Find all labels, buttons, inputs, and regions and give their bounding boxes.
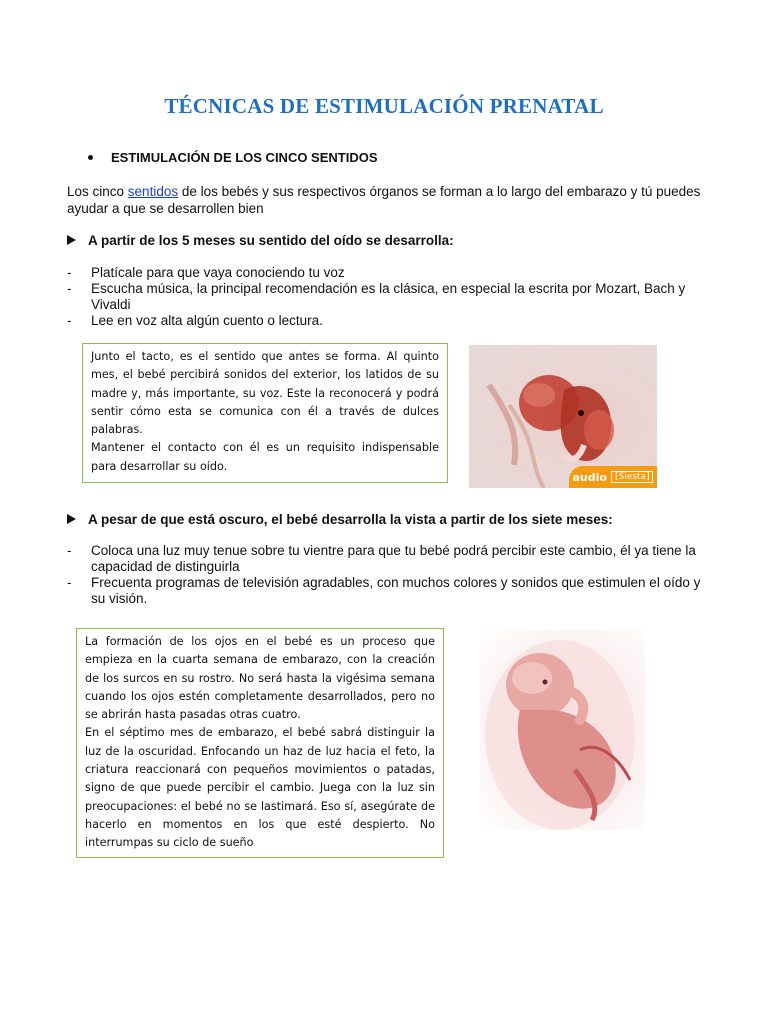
dash-marker: - (67, 313, 72, 328)
fetus-image (480, 630, 645, 830)
oido-info-box (82, 343, 448, 483)
audio-tag-label: audio (572, 470, 607, 484)
intro-paragraph (67, 183, 707, 217)
vista-heading-text: A pesar de que está oscuro, el bebé desarrolla la vista a partir de los siete meses: (88, 512, 613, 527)
list-item (67, 281, 707, 313)
oido-heading-text: A partir de los 5 meses su sentido del oído se desarrolla: (88, 233, 454, 248)
intro-text-start: Los cinco (67, 184, 128, 199)
list-item-text: Escucha música, la principal recomendación es la clásica, en especial la escrita por Mozart, Bach y Vivaldi (91, 281, 686, 312)
list-item-text: Frecuenta programas de televisión agradables, con muchos colores y sonidos que estimulen el oído y su visión. (91, 575, 701, 606)
vista-box-paragraph-2: En el séptimo mes de embarazo, el bebé sabrá distinguir la luz de la oscuridad. Enfocando un haz de luz hacia el feto, la criatura reaccionará con pequeños movimientos o patadas, signo de que puede percibir el cambio. Juega con la luz sin preocupaciones: el bebé no se lastimará. Eso sí, asegúrate de hacerlo en momentos en los que esté despierto. No interrumpas su ciclo de sueño (85, 726, 435, 850)
bullet-dot-icon (88, 155, 93, 160)
list-item (67, 313, 707, 329)
vista-list (67, 543, 707, 607)
oido-list (67, 265, 707, 329)
arrow-bullet-icon (67, 235, 76, 245)
oido-box-paragraph-2: Mantener el contacto con él es un requisito indispensable para desarrollar su oído. (91, 441, 439, 473)
arrow-bullet-icon (67, 514, 76, 524)
vista-heading (67, 512, 613, 527)
list-item (67, 575, 707, 607)
fetus-illustration (480, 630, 645, 830)
dash-marker: - (67, 575, 72, 590)
oido-box-paragraph-1: Junto el tacto, es el sentido que antes se forma. Al quinto mes, el bebé percibirá sonidos del exterior, los latidos de su madre y, más importante, su voz. Este la reconocerá y podrá sentir cómo esta se comunica con él a través de dulces palabras. (91, 350, 439, 437)
list-item (67, 265, 707, 281)
dash-marker: - (67, 281, 72, 296)
section-heading-text: ESTIMULACIÓN DE LOS CINCO SENTIDOS (111, 150, 378, 165)
intro-text-end: de los bebés y sus respectivos órganos se forman a lo largo del embarazo y tú puedes ayudar a que se desarrollen bien (67, 184, 701, 216)
list-item-text: Platícale para que vaya conociendo tu voz (91, 265, 345, 280)
oido-heading (67, 233, 454, 248)
vista-box-paragraph-1: La formación de los ojos en el bebé es un proceso que empieza en la cuarta semana de embarazo, con la creación de los surcos en su rostro. No será hasta la vigésima semana cuando los ojos estén completamente desarrollados, pero no se abrirán hasta pasadas otras cuatro. (85, 635, 435, 722)
sentidos-link[interactable]: sentidos (127, 184, 179, 199)
list-item (67, 543, 707, 575)
audio-tag-brand: [Siesta] (611, 471, 654, 483)
page-title: TÉCNICAS DE ESTIMULACIÓN PRENATAL (164, 94, 604, 118)
list-item-text: Coloca una luz muy tenue sobre tu vientre para que tu bebé podrá percibir este cambio, él ya tiene la capacidad de distinguirla (91, 543, 696, 574)
dash-marker: - (67, 543, 72, 558)
embryo-image (469, 345, 657, 488)
vista-info-box (76, 628, 444, 858)
section-heading-senses (88, 150, 378, 165)
dash-marker: - (67, 265, 72, 280)
list-item-text: Lee en voz alta algún cuento o lectura. (91, 313, 323, 328)
audio-tag (569, 466, 657, 488)
